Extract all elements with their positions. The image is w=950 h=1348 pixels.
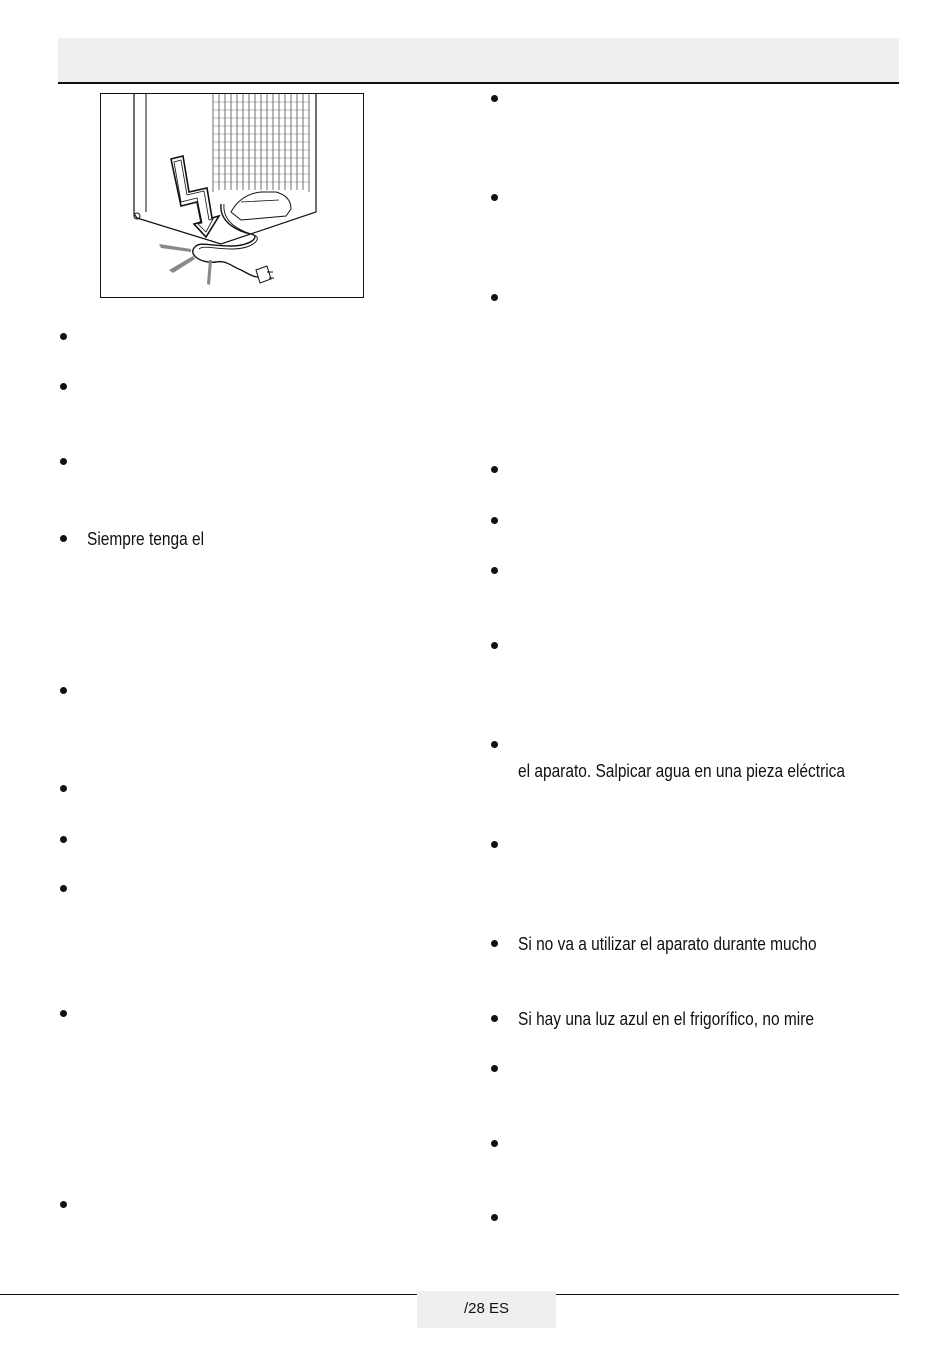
page-header-bar [58, 38, 899, 84]
fridge-illustration [100, 93, 364, 298]
right-bullet-14 [491, 1214, 498, 1221]
right-bullet-13 [491, 1140, 498, 1147]
right-bullet-3 [491, 294, 498, 301]
right-bullet-11 [491, 1015, 498, 1022]
left-bullet-4 [60, 535, 67, 542]
right-item-11-text: Si hay una luz azul en el frigorífico, no mire [518, 1009, 814, 1029]
left-bullet-2 [60, 383, 67, 390]
left-bullet-8 [60, 885, 67, 892]
left-item-4-text: Siempre tenga el [87, 529, 205, 549]
right-bullet-9 [491, 841, 498, 848]
right-bullet-5 [491, 517, 498, 524]
right-bullet-1 [491, 95, 498, 102]
right-bullet-2 [491, 194, 498, 201]
right-bullet-7 [491, 642, 498, 649]
page-number-box [417, 1291, 556, 1328]
right-bullet-4 [491, 466, 498, 473]
left-bullet-10 [60, 1201, 67, 1208]
left-bullet-3 [60, 458, 67, 465]
right-item-8-continuation: el aparato. Salpicar agua en una pieza eléctrica [518, 761, 846, 781]
fridge-cable-icon [101, 94, 363, 297]
page-number: /28 ES [463, 1300, 510, 1317]
left-bullet-6 [60, 785, 67, 792]
left-bullet-7 [60, 836, 67, 843]
left-bullet-1 [60, 333, 67, 340]
left-bullet-9 [60, 1010, 67, 1017]
right-bullet-12 [491, 1065, 498, 1072]
right-bullet-6 [491, 567, 498, 574]
left-bullet-5 [60, 687, 67, 694]
right-bullet-10 [491, 940, 498, 947]
right-bullet-8 [491, 741, 498, 748]
right-item-10-text: Si no va a utilizar el aparato durante mucho [518, 934, 817, 954]
